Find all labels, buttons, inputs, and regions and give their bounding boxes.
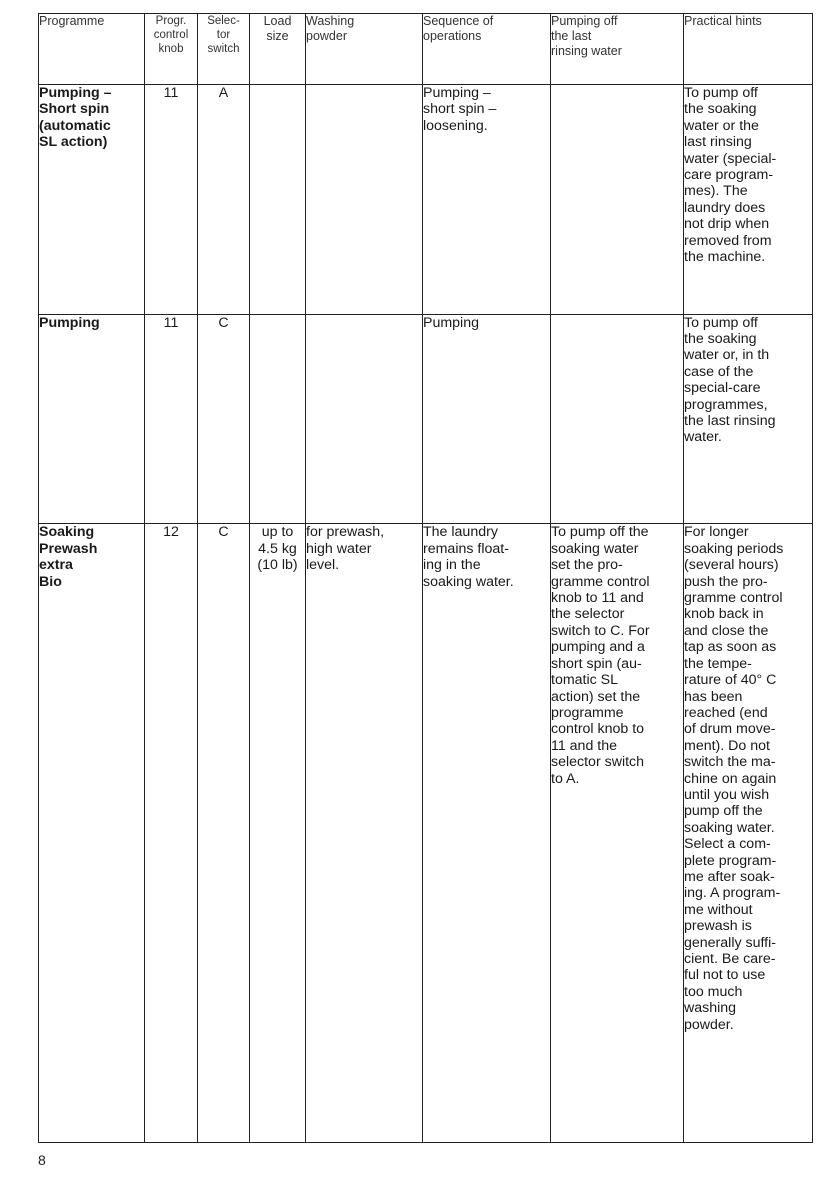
- header-pumping: Pumping off the last rinsing water: [551, 14, 684, 85]
- row-pumping: [551, 85, 684, 315]
- row-powder: for prewash, high water level.: [306, 524, 423, 1143]
- row-selector: C: [198, 524, 250, 1143]
- row-knob: 12: [145, 524, 198, 1143]
- row-load: [250, 85, 306, 315]
- row-selector: A: [198, 85, 250, 315]
- row-load: up to 4.5 kg (10 lb): [250, 524, 306, 1143]
- header-hints: Practical hints: [684, 14, 813, 85]
- table-row: [39, 85, 813, 315]
- header-sequence: Sequence of operations: [423, 14, 551, 85]
- row-hints: To pump off the soaking water or, in th case of the special-care programmes, the last rinsing water.: [684, 314, 813, 524]
- row-pumping: To pump off the soaking water set the pro- gramme control knob to 11 and the selector switch to C. For pumping and a short spin (au- tomatic SL action) set the programme control knob to 11 and the selector switch to A.: [551, 524, 684, 1143]
- header-load: Load size: [250, 14, 306, 85]
- row-sequence: Pumping: [423, 314, 551, 524]
- row-sequence: The laundry remains float- ing in the soaking water.: [423, 524, 551, 1143]
- row-hints: For longer soaking periods (several hours) push the pro- gramme control knob back in and close the tap as soon as the tempe- rature of 40° C has been reached (end of drum move- ment). Do not switch the ma- chine on again until you wish pump off the soaking water. Select a com- plete program- me after soak- ing. A program- me without prewash is generally suffi- cient. Be care- ful not to use too much washing powder.: [684, 524, 813, 1143]
- row-knob: 11: [145, 85, 198, 315]
- row-pumping: [551, 314, 684, 524]
- row-programme: Pumping: [39, 314, 145, 524]
- row-powder: [306, 314, 423, 524]
- row-programme: Pumping – Short spin (automatic SL action): [39, 85, 145, 315]
- table-header-row: [39, 14, 813, 85]
- row-powder: [306, 85, 423, 315]
- table-row: [39, 314, 813, 524]
- page-number: 8: [38, 1152, 46, 1168]
- row-hints: To pump off the soaking water or the last rinsing water (special- care program- mes). The laundry does not drip when removed from the machine.: [684, 85, 813, 315]
- programme-table: [38, 13, 813, 1143]
- header-programme: Programme: [39, 14, 145, 85]
- row-sequence: Pumping – short spin – loosening.: [423, 85, 551, 315]
- row-selector: C: [198, 314, 250, 524]
- header-knob: Progr. control knob: [145, 14, 198, 85]
- row-load: [250, 314, 306, 524]
- table-row: [39, 524, 813, 1143]
- row-knob: 11: [145, 314, 198, 524]
- header-powder: Washing powder: [306, 14, 423, 85]
- row-programme: Soaking Prewash extra Bio: [39, 524, 145, 1143]
- header-selector: Selec- tor switch: [198, 14, 250, 85]
